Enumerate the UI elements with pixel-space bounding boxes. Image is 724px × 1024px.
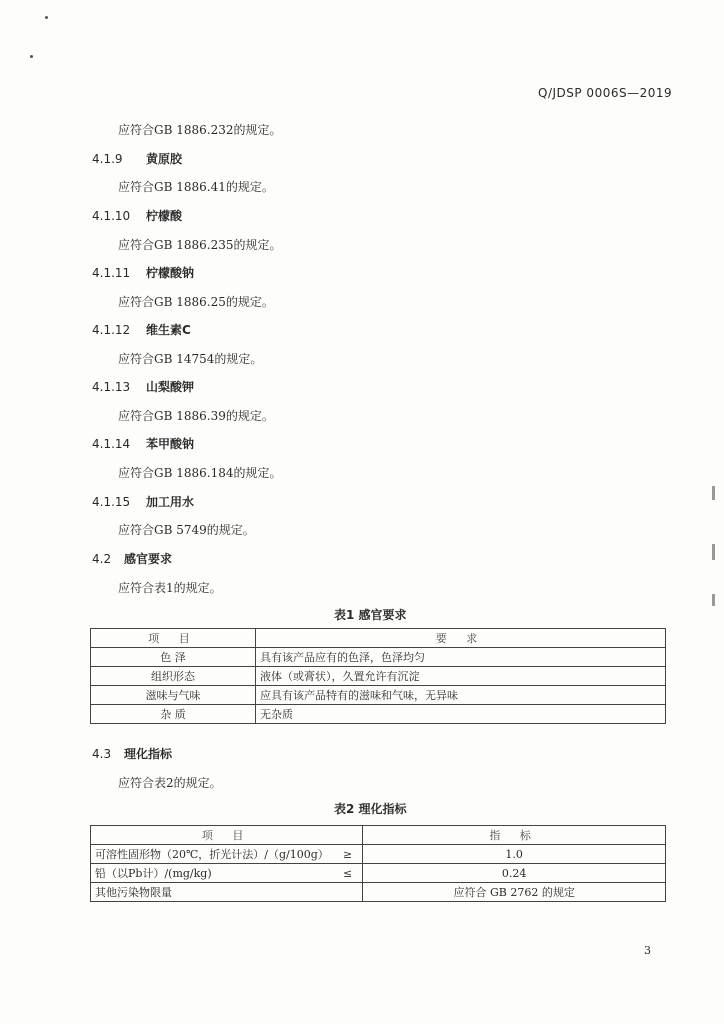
- section-body: 应符合GB 1886.184的规定。: [118, 466, 282, 480]
- table-cell-item: 铅（以Pb计）/(mg/kg): [91, 864, 333, 883]
- section-body: 应符合GB 1886.39的规定。: [118, 409, 274, 423]
- section-number: 4.1.10: [92, 209, 131, 223]
- table-cell-value: 1.0: [363, 845, 666, 864]
- section-number: 4.1.15: [92, 495, 131, 509]
- section-title: 感官要求: [124, 552, 173, 566]
- table-row: [91, 667, 666, 686]
- section-number: 4.1.12: [92, 323, 131, 337]
- table-row: [91, 845, 666, 864]
- table-header-cell: 指 标: [363, 826, 666, 845]
- section-heading: [92, 150, 182, 167]
- section-number: 4.1.13: [92, 380, 131, 394]
- section-body: 应符合表2的规定。: [118, 776, 222, 790]
- table-cell-requirement: 液体（或膏状），久置允许有沉淀: [256, 667, 666, 686]
- table-cell-value: 0.24: [363, 864, 666, 883]
- section-number: 4.2: [92, 552, 112, 566]
- section-heading: [92, 550, 172, 567]
- section-heading: [92, 435, 194, 452]
- section-body: 应符合GB 1886.232的规定。: [118, 123, 282, 137]
- scan-speck: [30, 55, 33, 58]
- table-cell-item: 其他污染物限量: [91, 883, 333, 902]
- table-row: [91, 864, 666, 883]
- table-caption: 表1 感官要求: [334, 608, 407, 622]
- scan-edge-mark: [712, 544, 715, 560]
- section-title: 苯甲酸钠: [146, 437, 195, 451]
- scan-edge-mark: [712, 486, 715, 500]
- table-row: [91, 883, 666, 902]
- table-cell-requirement: 应具有该产品特有的滋味和气味，无异味: [256, 686, 666, 705]
- table-header-row: [91, 826, 666, 845]
- table-header-cell: 项 目: [91, 629, 256, 648]
- physchem-table: [90, 825, 666, 902]
- section-heading: [92, 378, 194, 395]
- section-body: 应符合GB 1886.25的规定。: [118, 295, 274, 309]
- table-cell-value: 应符合 GB 2762 的规定: [363, 883, 666, 902]
- page-number: 3: [644, 944, 651, 957]
- section-number: 4.3: [92, 747, 112, 761]
- section-heading: [92, 745, 172, 762]
- scan-speck: [45, 16, 48, 19]
- table-cell-operator: [333, 883, 363, 902]
- section-body: 应符合GB 14754的规定。: [118, 352, 263, 366]
- table-row: [91, 686, 666, 705]
- table-cell-requirement: 具有该产品应有的色泽，色泽均匀: [256, 648, 666, 667]
- section-body: 应符合GB 1886.235的规定。: [118, 238, 282, 252]
- section-title: 柠檬酸钠: [146, 266, 195, 280]
- table-row: [91, 648, 666, 667]
- table-header-cell: 项 目: [91, 826, 363, 845]
- table-cell-item: 色 泽: [91, 648, 256, 667]
- table-cell-operator: ≥: [333, 845, 363, 864]
- table-cell-item: 杂 质: [91, 705, 256, 724]
- table-cell-item: 滋味与气味: [91, 686, 256, 705]
- table-header-row: [91, 629, 666, 648]
- table-row: [91, 705, 666, 724]
- section-number: 4.1.11: [92, 266, 131, 280]
- table-cell-item: 组织形态: [91, 667, 256, 686]
- section-title: 加工用水: [146, 495, 195, 509]
- table-cell-operator: ≤: [333, 864, 363, 883]
- section-title: 理化指标: [124, 747, 173, 761]
- section-title: 维生素C: [146, 323, 191, 337]
- section-title: 黄原胶: [146, 152, 183, 166]
- section-body: 应符合GB 1886.41的规定。: [118, 180, 274, 194]
- section-heading: [92, 264, 194, 281]
- document-code: Q/JDSP 0006S—2019: [538, 86, 673, 100]
- section-heading: [92, 207, 182, 224]
- section-heading: [92, 321, 191, 338]
- table-cell-requirement: 无杂质: [256, 705, 666, 724]
- section-body: 应符合表1的规定。: [118, 581, 222, 595]
- table-caption: 表2 理化指标: [334, 802, 407, 816]
- scan-edge-mark: [712, 594, 715, 606]
- sensory-table: [90, 628, 666, 724]
- section-title: 柠檬酸: [146, 209, 183, 223]
- section-title: 山梨酸钾: [146, 380, 195, 394]
- table-header-cell: 要 求: [256, 629, 666, 648]
- section-body: 应符合GB 5749的规定。: [118, 523, 255, 537]
- section-number: 4.1.9: [92, 152, 123, 166]
- table-cell-item: 可溶性固形物（20℃，折光计法）/（g/100g）: [91, 845, 333, 864]
- section-number: 4.1.14: [92, 437, 131, 451]
- section-heading: [92, 493, 194, 510]
